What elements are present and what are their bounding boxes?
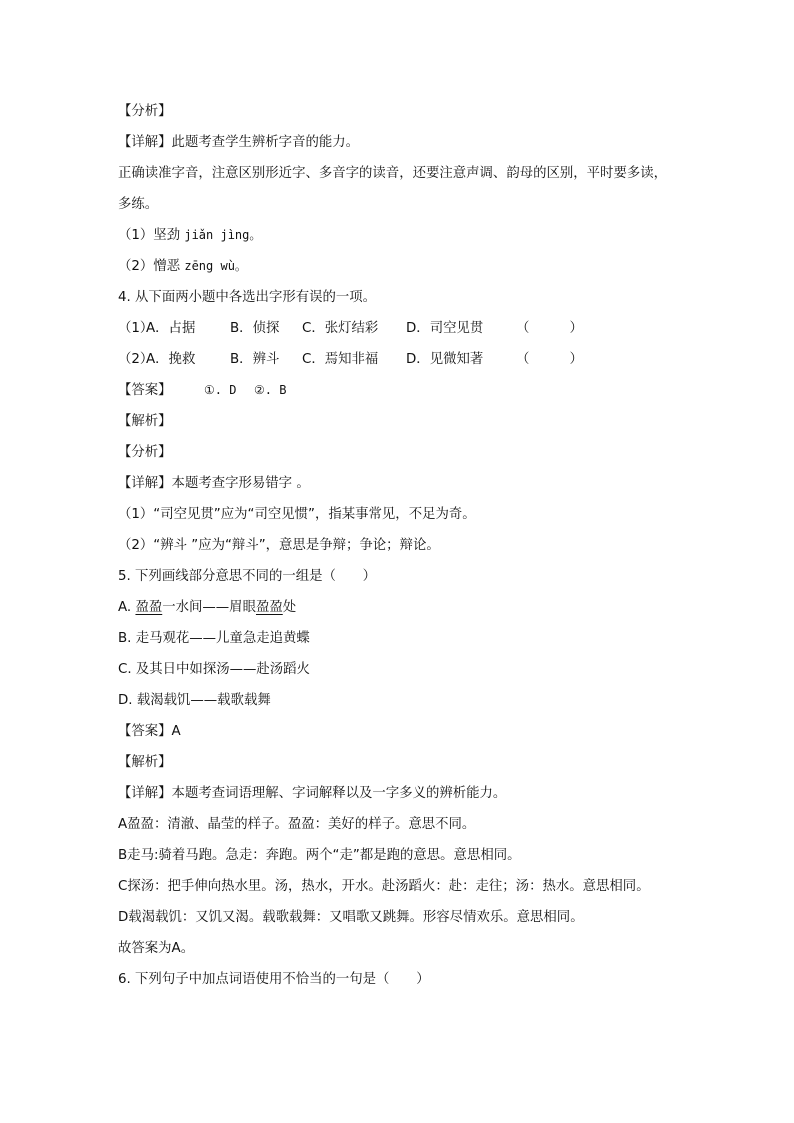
q4-2-number: （2）	[118, 352, 154, 367]
q4-2-option-b: B．辨斗	[230, 352, 280, 367]
q5-detail: 【详解】本题考查词语理解、字词解释以及一字多义的辨析能力。	[118, 786, 507, 801]
q5-conclusion: 故答案为A。	[118, 941, 195, 956]
q5-a-underline-2: 盈盈	[255, 600, 283, 615]
section-analysis-label: 【分析】	[118, 104, 172, 119]
q5-a-end: 处	[282, 600, 297, 615]
q4-1-option-c: C．张灯结彩	[302, 321, 379, 336]
question-5-option-d: D. 载渴载饥——载歌载舞	[118, 693, 271, 708]
question-4-sub-1	[118, 313, 688, 344]
q5-explanation-b: B走马:骑着马跑。急走：奔跑。两个“走”都是跑的意思。意思相同。	[118, 848, 521, 863]
q4-2-option-a: A．挽救	[146, 352, 196, 367]
document-page	[118, 96, 688, 995]
q4-explanation-1: （1）“司空见贯”应为“司空见惯”，指某事常见，不足为奇。	[118, 507, 476, 522]
question-5-option-c: C. 及其日中如探汤——赴汤蹈火	[118, 662, 310, 677]
q4-explanation-2: （2）“辨斗 ”应为“辩斗”，意思是争辩；争论；辩论。	[118, 538, 440, 553]
q5-a-underline-1: 盈盈	[135, 600, 163, 615]
q4-1-answer-blank: （ ）	[516, 321, 583, 336]
q5-a-middle: 一水间——眉眼	[162, 600, 256, 615]
pinyin-item-2-reading: zēng wù。	[184, 259, 247, 273]
q4-detail: 【详解】本题考查字形易错字 。	[118, 476, 310, 491]
q4-answer-label: 【答案】	[118, 383, 172, 398]
pinyin-item-1-word: （1）坚劲	[118, 228, 185, 243]
q5-answer: 【答案】A	[118, 724, 181, 739]
pinyin-item-2	[118, 251, 688, 282]
q5-explanation-d: D载渴载饥：又饥又渴。载歌载舞：又唱歌又跳舞。形容尽情欢乐。意思相同。	[118, 910, 584, 925]
q4-answer-1: ①. D	[204, 383, 237, 397]
question-5-option-b: B. 走马观花——儿童急走追黄蝶	[118, 631, 310, 646]
pinyin-item-2-word: （2）憎恶	[118, 259, 185, 274]
q4-1-option-a: A．占据	[146, 321, 196, 336]
q5-analysis-label: 【解析】	[118, 755, 172, 770]
question-4-sub-2	[118, 344, 688, 375]
q5-explanation-a: A盈盈：清澈、晶莹的样子。盈盈：美好的样子。意思不同。	[118, 817, 476, 832]
q4-fenxi-label: 【分析】	[118, 445, 172, 460]
question-4-stem: 4. 从下面两小题中各选出字形有误的一项。	[118, 290, 377, 305]
q4-2-answer-blank: （ ）	[516, 352, 583, 367]
detail-explanation: 【详解】此题考查学生辨析字音的能力。	[118, 135, 360, 150]
question-4-answer	[118, 375, 688, 406]
q4-2-option-d: D．见微知著	[406, 352, 484, 367]
pinyin-item-1	[118, 220, 688, 251]
pinyin-item-1-reading: jiǎn jìng。	[184, 228, 262, 242]
q4-answer-2: ②. B	[254, 383, 287, 397]
q5-explanation-c: C探汤：把手伸向热水里。汤，热水，开水。赴汤蹈火：赴：走往；汤：热水。意思相同。	[118, 879, 650, 894]
q4-1-option-d: D．司空见贯	[406, 321, 484, 336]
question-5-option-a	[118, 592, 688, 623]
explanation-text-1: 正确读准字音，注意区别形近字、多音字的读音，还要注意声调、韵母的区别，平时要多读，	[118, 166, 668, 181]
q5-a-prefix: A.	[118, 600, 136, 615]
q4-2-option-c: C．焉知非福	[302, 352, 379, 367]
question-5-stem: 5. 下列画线部分意思不同的一组是（ ）	[118, 569, 377, 584]
question-6-stem: 6. 下列句子中加点词语使用不恰当的一句是（ ）	[118, 972, 430, 987]
q4-analysis-label: 【解析】	[118, 414, 172, 429]
explanation-text-2: 多练。	[118, 197, 159, 212]
q4-1-number: （1）	[118, 321, 154, 336]
q4-1-option-b: B．侦探	[230, 321, 280, 336]
